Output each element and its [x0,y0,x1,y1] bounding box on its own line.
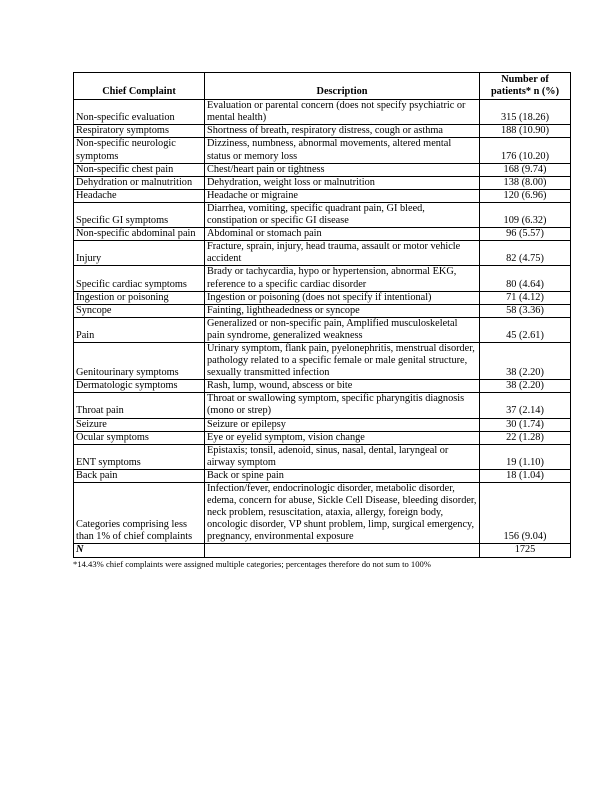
cell-patient-count: 188 (10.90) [480,125,571,138]
chief-complaint-table [73,72,571,558]
cell-description: Dehydration, weight loss or malnutrition [205,176,480,189]
cell-description: Urinary symptom, flank pain, pyelonephritis, menstrual disorder, pathology related to a specific female or male genital structure, sexually transmitted infection [205,342,480,379]
cell-description: Ingestion or poisoning (does not specify if intentional) [205,291,480,304]
table-footnote: *14.43% chief complaints were assigned multiple categories; percentages therefore do not sum to 100% [73,558,431,569]
header-number-of-patients: Number of patients* n (%) [480,73,571,100]
cell-patient-count: 18 (1.04) [480,469,571,482]
total-label: N [74,544,205,557]
cell-description: Eye or eyelid symptom, vision change [205,431,480,444]
cell-chief-complaint: Pain [74,317,205,342]
cell-description: Diarrhea, vomiting, specific quadrant pain, GI bleed, constipation or specific GI disease [205,202,480,227]
table-row [74,317,571,342]
cell-chief-complaint: ENT symptoms [74,444,205,469]
table-row [74,380,571,393]
table-row [74,241,571,266]
cell-chief-complaint: Non-specific evaluation [74,100,205,125]
cell-chief-complaint: Non-specific abdominal pain [74,228,205,241]
table-row [74,228,571,241]
table-row [74,469,571,482]
table-row [74,431,571,444]
cell-description: Rash, lump, wound, abscess or bite [205,380,480,393]
table-row [74,202,571,227]
table-row [74,291,571,304]
cell-description: Chest/heart pain or tightness [205,163,480,176]
table-header-row [74,73,571,100]
cell-chief-complaint: Ocular symptoms [74,431,205,444]
cell-description: Seizure or epilepsy [205,418,480,431]
cell-chief-complaint: Respiratory symptoms [74,125,205,138]
cell-patient-count: 315 (18.26) [480,100,571,125]
cell-chief-complaint: Seizure [74,418,205,431]
cell-description: Back or spine pain [205,469,480,482]
cell-chief-complaint: Non-specific neurologic symptoms [74,138,205,163]
cell-chief-complaint: Injury [74,241,205,266]
cell-patient-count: 96 (5.57) [480,228,571,241]
table-row [74,444,571,469]
cell-description: Epistaxis; tonsil, adenoid, sinus, nasal, dental, laryngeal or airway symptom [205,444,480,469]
cell-chief-complaint: Specific cardiac symptoms [74,266,205,291]
header-description: Description [205,73,480,100]
cell-patient-count: 38 (2.20) [480,380,571,393]
table-row [74,138,571,163]
cell-chief-complaint: Ingestion or poisoning [74,291,205,304]
cell-chief-complaint: Syncope [74,304,205,317]
cell-description: Brady or tachycardia, hypo or hypertension, abnormal EKG, reference to a specific cardiac disorder [205,266,480,291]
cell-chief-complaint: Non-specific chest pain [74,163,205,176]
cell-patient-count: 80 (4.64) [480,266,571,291]
table-row [74,342,571,379]
cell-patient-count: 138 (8.00) [480,176,571,189]
cell-description: Throat or swallowing symptom, specific pharyngitis diagnosis (mono or strep) [205,393,480,418]
table-row [74,483,571,544]
cell-chief-complaint: Dermatologic symptoms [74,380,205,393]
table-row [74,304,571,317]
table-row [74,163,571,176]
cell-patient-count: 19 (1.10) [480,444,571,469]
cell-chief-complaint: Dehydration or malnutrition [74,176,205,189]
cell-description: Evaluation or parental concern (does not specify psychiatric or mental health) [205,100,480,125]
cell-patient-count: 45 (2.61) [480,317,571,342]
cell-patient-count: 168 (9.74) [480,163,571,176]
table-row [74,418,571,431]
cell-description: Headache or migraine [205,189,480,202]
table-row [74,393,571,418]
total-description-empty [205,544,480,557]
cell-description: Infection/fever, endocrinologic disorder, metabolic disorder, edema, concern for abuse, Sickle Cell Disease, bleeding disorder, neck problem, resuscitation, ataxia, allergy, foreign body, oncologic disorder, VP shunt problem, limp, surgical emergency, pregnancy, environmental exposure [205,483,480,544]
cell-patient-count: 71 (4.12) [480,291,571,304]
cell-patient-count: 82 (4.75) [480,241,571,266]
cell-description: Generalized or non-specific pain, Amplified musculoskeletal pain syndrome, generalized weakness [205,317,480,342]
table-row [74,125,571,138]
table-row [74,176,571,189]
cell-patient-count: 30 (1.74) [480,418,571,431]
cell-description: Shortness of breath, respiratory distress, cough or asthma [205,125,480,138]
table-body [74,100,571,544]
cell-chief-complaint: Genitourinary symptoms [74,342,205,379]
cell-chief-complaint: Back pain [74,469,205,482]
cell-patient-count: 58 (3.36) [480,304,571,317]
cell-patient-count: 109 (6.32) [480,202,571,227]
cell-description: Dizziness, numbness, abnormal movements, altered mental status or memory loss [205,138,480,163]
cell-chief-complaint: Specific GI symptoms [74,202,205,227]
table-row [74,189,571,202]
header-chief-complaint: Chief Complaint [74,73,205,100]
cell-chief-complaint: Throat pain [74,393,205,418]
cell-patient-count: 176 (10.20) [480,138,571,163]
cell-description: Fracture, sprain, injury, head trauma, assault or motor vehicle accident [205,241,480,266]
cell-patient-count: 120 (6.96) [480,189,571,202]
cell-chief-complaint: Headache [74,189,205,202]
cell-description: Abdominal or stomach pain [205,228,480,241]
cell-chief-complaint: Categories comprising less than 1% of chief complaints [74,483,205,544]
total-count: 1725 [480,544,571,557]
cell-patient-count: 22 (1.28) [480,431,571,444]
cell-description: Fainting, lightheadedness or syncope [205,304,480,317]
document-page [73,72,570,570]
cell-patient-count: 37 (2.14) [480,393,571,418]
table-row [74,266,571,291]
cell-patient-count: 38 (2.20) [480,342,571,379]
cell-patient-count: 156 (9.04) [480,483,571,544]
table-row [74,100,571,125]
table-total-row [74,544,571,557]
